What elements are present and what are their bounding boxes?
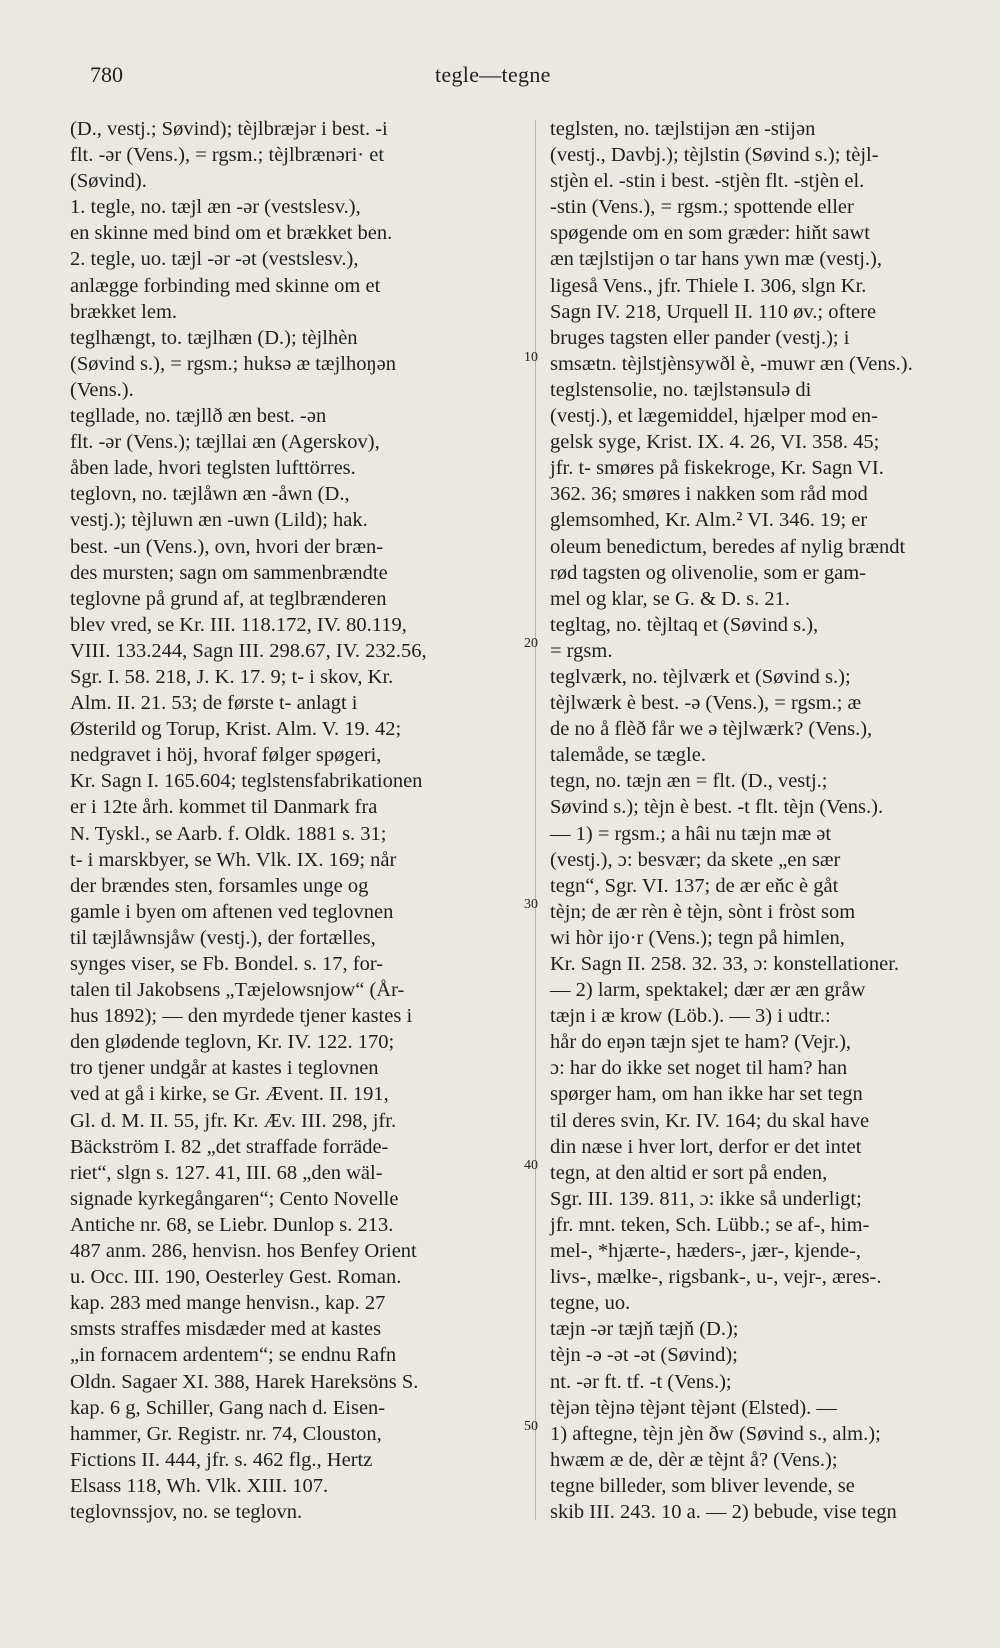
text-line: flt. -ər (Vens.); tæjllai æn (Agerskov), — [70, 431, 380, 454]
text-line: ved at gå i kirke, se Gr. Ævent. II. 191, — [70, 1083, 389, 1106]
text-line: tèjn -ə -ət -ət (Søvind); — [550, 1344, 738, 1367]
text-line: Alm. II. 21. 53; de første t- anlagt i — [70, 692, 358, 715]
text-line: Sgr. III. 139. 811, ɔ: ikke så underligt; — [550, 1187, 862, 1210]
text-line: tegne billeder, som bliver levende, se — [550, 1474, 855, 1497]
text-line: brækket lem. — [70, 300, 178, 323]
text-line: de no å flèð får we ə tèjlwærk? (Vens.), — [550, 718, 873, 741]
text-line: kap. 283 med mange henvisn., kap. 27 — [70, 1292, 386, 1315]
text-line: -stin (Vens.), = rgsm.; spottende eller — [550, 196, 854, 219]
text-line: mel og klar, se G. & D. s. 21. — [550, 587, 791, 610]
line-marker: 10 — [524, 350, 538, 365]
text-line: — 2) larm, spektakel; dær ær æn gråw — [550, 979, 866, 1002]
text-line: = rgsm. — [550, 639, 613, 662]
text-line: teglsten, no. tæjlstijən æn -stijən — [550, 118, 816, 140]
page-number: 780 — [90, 62, 123, 87]
text-line: teglovn, no. tæjlåwn æn -åwn (D., — [70, 483, 350, 506]
text-line: hwæm æ de, dèr æ tèjnt å? (Vens.); — [550, 1448, 838, 1471]
text-line: tèjlwærk è best. -ə (Vens.), = rgsm.; æ — [550, 692, 862, 715]
line-marker: 20 — [524, 636, 538, 651]
text-line: spørger ham, om han ikke har set tegn — [550, 1083, 863, 1106]
text-line: en skinne med bind om et brækket ben. — [70, 222, 393, 245]
text-line: tegltag, no. tèjltaq et (Søvind s.), — [550, 613, 819, 636]
text-line: æn tæjlstijən o tar hans ywn mæ (vestj.), — [550, 248, 882, 271]
text-line: tegn, at den altid er sort på enden, — [550, 1161, 828, 1184]
text-line: jfr. t- smøres på fiskekroge, Kr. Sagn VI. — [550, 457, 884, 480]
left-column — [70, 116, 540, 1525]
text-line: gamle i byen om aftenen ved teglovnen — [70, 900, 394, 923]
text-line: smsætn. tèjlstjènsywðl è, -muwr æn (Vens.). — [550, 352, 913, 375]
text-line: smsts straffes misdæder med at kastes — [70, 1318, 382, 1341]
text-line: Kr. Sagn I. 165.604; teglstensfabrikationen — [70, 770, 423, 793]
text-line: Kr. Sagn II. 258. 32. 33, ɔ: konstellationer. — [550, 953, 900, 975]
text-line: — 1) = rgsm.; a hâi nu tæjn mæ ət — [550, 822, 832, 845]
text-line: teglhængt, to. tæjlhæn (D.); tèjlhèn — [70, 326, 358, 349]
text-line: teglstensolie, no. tæjlstənsulə di — [550, 378, 812, 401]
right-column — [540, 116, 980, 1525]
text-line: (vestj., Davbj.); tèjlstin (Søvind s.); tèjl- — [550, 144, 879, 167]
text-line: (Søvind). — [70, 170, 147, 193]
text-line: tro tjener undgår at kastes i teglovnen — [70, 1057, 379, 1080]
text-line: best. -un (Vens.), ovn, hvori der bræn- — [70, 535, 384, 558]
text-line: glemsomhed, Kr. Alm.² VI. 346. 19; er — [550, 509, 868, 532]
text-line: (vestj.), et lægemiddel, hjælper mod en- — [550, 405, 878, 428]
text-line: livs-, mælke-, rigsbank-, u-, vejr-, æres-. — [550, 1266, 882, 1289]
text-line: „in fornacem ardentem“; se endnu Rafn — [70, 1344, 397, 1367]
line-marker: 40 — [524, 1158, 538, 1173]
text-line: vestj.); tèjluwn æn -uwn (Lild); hak. — [70, 509, 368, 532]
text-line: 1) aftegne, tèjn jèn ðw (Søvind s., alm.); — [550, 1422, 881, 1445]
text-line: Østerild og Torup, Krist. Alm. V. 19. 42; — [70, 718, 402, 741]
text-line: Fictions II. 444, jfr. s. 462 flg., Hertz — [70, 1448, 373, 1471]
text-line: tæjn -ər tæjň tæjň (D.); — [550, 1318, 739, 1341]
text-line: N. Tyskl., se Aarb. f. Oldk. 1881 s. 31; — [70, 822, 387, 845]
text-line: din næse i hver lort, derfor er det intet — [550, 1135, 862, 1158]
text-line: (D., vestj.; Søvind); tèjlbræjər i best. -i — [70, 118, 388, 140]
text-line: ɔ: har do ikke set noget til ham? han — [550, 1057, 848, 1080]
text-line: tegn, no. tæjn æn = flt. (D., vestj.; — [550, 770, 828, 793]
text-line: des mursten; sagn om sammenbrændte — [70, 561, 388, 584]
text-line: er i 12te årh. kommet til Danmark fra — [70, 796, 378, 819]
text-line: tèjn; de ær rèn è tèjn, sònt i fròst som — [550, 900, 856, 923]
text-line: talemåde, se tægle. — [550, 744, 706, 767]
line-marker: 30 — [524, 897, 538, 912]
text-line: Sagn IV. 218, Urquell II. 110 øv.; oftere — [550, 300, 877, 323]
text-line: tæjn i æ krow (Löb.). — 3) i udtr.: — [550, 1005, 831, 1028]
text-line: nt. -ər ft. tf. -t (Vens.); — [550, 1370, 732, 1393]
text-line: Elsass 118, Wh. Vlk. XIII. 107. — [70, 1474, 329, 1497]
text-line: åben lade, hvori teglsten lufttörres. — [70, 457, 356, 480]
text-line: teglovnssjov, no. se teglovn. — [70, 1500, 303, 1523]
text-line: der brændes sten, forsamles unge og — [70, 874, 369, 897]
text-line: (vestj.), ɔ: besvær; da skete „en sær — [550, 848, 841, 871]
text-line: tegn“, Sgr. VI. 137; de ær eňc è gåt — [550, 874, 839, 897]
text-line: wi hòr ijo·r (Vens.); tegn på himlen, — [550, 926, 845, 949]
text-line: u. Occ. III. 190, Oesterley Gest. Roman. — [70, 1266, 402, 1289]
text-line: Gl. d. M. II. 55, jfr. Kr. Æv. III. 298, jfr. — [70, 1109, 397, 1132]
text-line: (Søvind s.), = rgsm.; huksə æ tæjlhoŋən — [70, 352, 396, 375]
text-line: anlægge forbinding med skinne om et — [70, 274, 381, 297]
text-line: ligeså Vens., jfr. Thiele I. 306, slgn Kr. — [550, 274, 867, 297]
text-line: tegllade, no. tæjllð æn best. -ən — [70, 405, 327, 428]
text-line: spøgende om en som græder: hiňt sawt — [550, 222, 870, 245]
text-line: stjèn el. -stin i best. -stjèn flt. -stjèn el. — [550, 170, 865, 193]
text-line: til tæjlåwnsjåw (vestj.), der fortælles, — [70, 926, 376, 949]
text-line: teglværk, no. tèjlværk et (Søvind s.); — [550, 665, 851, 688]
text-line: Bäckström I. 82 „det straffade forräde- — [70, 1135, 389, 1158]
text-line: teglovne på grund af, at teglbrænderen — [70, 587, 387, 610]
text-line: Søvind s.); tèjn è best. -t flt. tèjn (Vens.). — [550, 796, 884, 819]
text-line: bruges tagsten eller pander (vestj.); i — [550, 326, 850, 349]
text-line: nedgravet i höj, hvoraf følger spøgeri, — [70, 744, 382, 767]
text-line: hår do eŋən tæjn sjet te ham? (Vejr.), — [550, 1031, 852, 1054]
text-line: signade kyrkegångaren“; Cento Novelle — [70, 1187, 399, 1210]
text-line: t- i marskbyer, se Wh. Vlk. IX. 169; når — [70, 848, 397, 871]
text-line: VIII. 133.244, Sagn III. 298.67, IV. 232.56, — [70, 639, 427, 662]
text-line: 2. tegle, uo. tæjl -ər -ət (vestslesv.), — [70, 248, 359, 271]
text-line: Sgr. I. 58. 218, J. K. 17. 9; t- i skov, Kr. — [70, 665, 394, 688]
text-line: gelsk syge, Krist. IX. 4. 26, VI. 358. 45; — [550, 431, 880, 454]
text-line: 1. tegle, no. tæjl æn -ər (vestslesv.), — [70, 196, 361, 219]
text-line: 362. 36; smøres i nakken som råd mod — [550, 483, 868, 506]
text-line: riet“, slgn s. 127. 41, III. 68 „den wäl- — [70, 1161, 383, 1184]
text-line: rød tagsten og olivenolie, som er gam- — [550, 561, 866, 584]
text-line: til deres svin, Kr. IV. 164; du skal have — [550, 1109, 870, 1132]
text-line: jfr. mnt. teken, Sch. Lübb.; se af-, him- — [550, 1213, 870, 1236]
text-line: Antiche nr. 68, se Liebr. Dunlop s. 213. — [70, 1213, 394, 1236]
text-line: (Vens.). — [70, 378, 134, 401]
text-line: mel-, *hjærte-, hæders-, jær-, kjende-, — [550, 1240, 861, 1263]
text-line: hus 1892); — den myrdede tjener kastes i — [70, 1005, 413, 1028]
text-line: flt. -ər (Vens.), = rgsm.; tèjlbrænəri· et — [70, 144, 385, 167]
text-line: oleum benedictum, beredes af nylig brændt — [550, 535, 906, 558]
text-line: talen til Jakobsens „Tæjelowsnjow“ (År- — [70, 979, 405, 1002]
text-line: hammer, Gr. Registr. nr. 74, Clouston, — [70, 1422, 382, 1445]
text-line: synges viser, se Fb. Bondel. s. 17, for- — [70, 953, 384, 975]
line-marker: 50 — [524, 1419, 538, 1434]
text-line: blev vred, se Kr. III. 118.172, IV. 80.119, — [70, 613, 407, 636]
running-head: tegle—tegne — [435, 62, 551, 87]
page-header — [90, 62, 910, 102]
text-line: tegne, uo. — [550, 1292, 631, 1315]
text-line: skib III. 243. 10 a. — 2) bebude, vise tegn — [550, 1500, 897, 1523]
text-line: den glødende teglovn, Kr. IV. 122. 170; — [70, 1031, 395, 1054]
text-line: Oldn. Sagaer XI. 388, Harek Hareksöns S. — [70, 1370, 419, 1393]
text-line: kap. 6 g, Schiller, Gang nach d. Eisen- — [70, 1396, 386, 1419]
text-line: tèjən tèjnə tèjənt tèjənt (Elsted). — — [550, 1396, 837, 1419]
text-line: 487 anm. 286, henvisn. hos Benfey Orient — [70, 1240, 417, 1263]
